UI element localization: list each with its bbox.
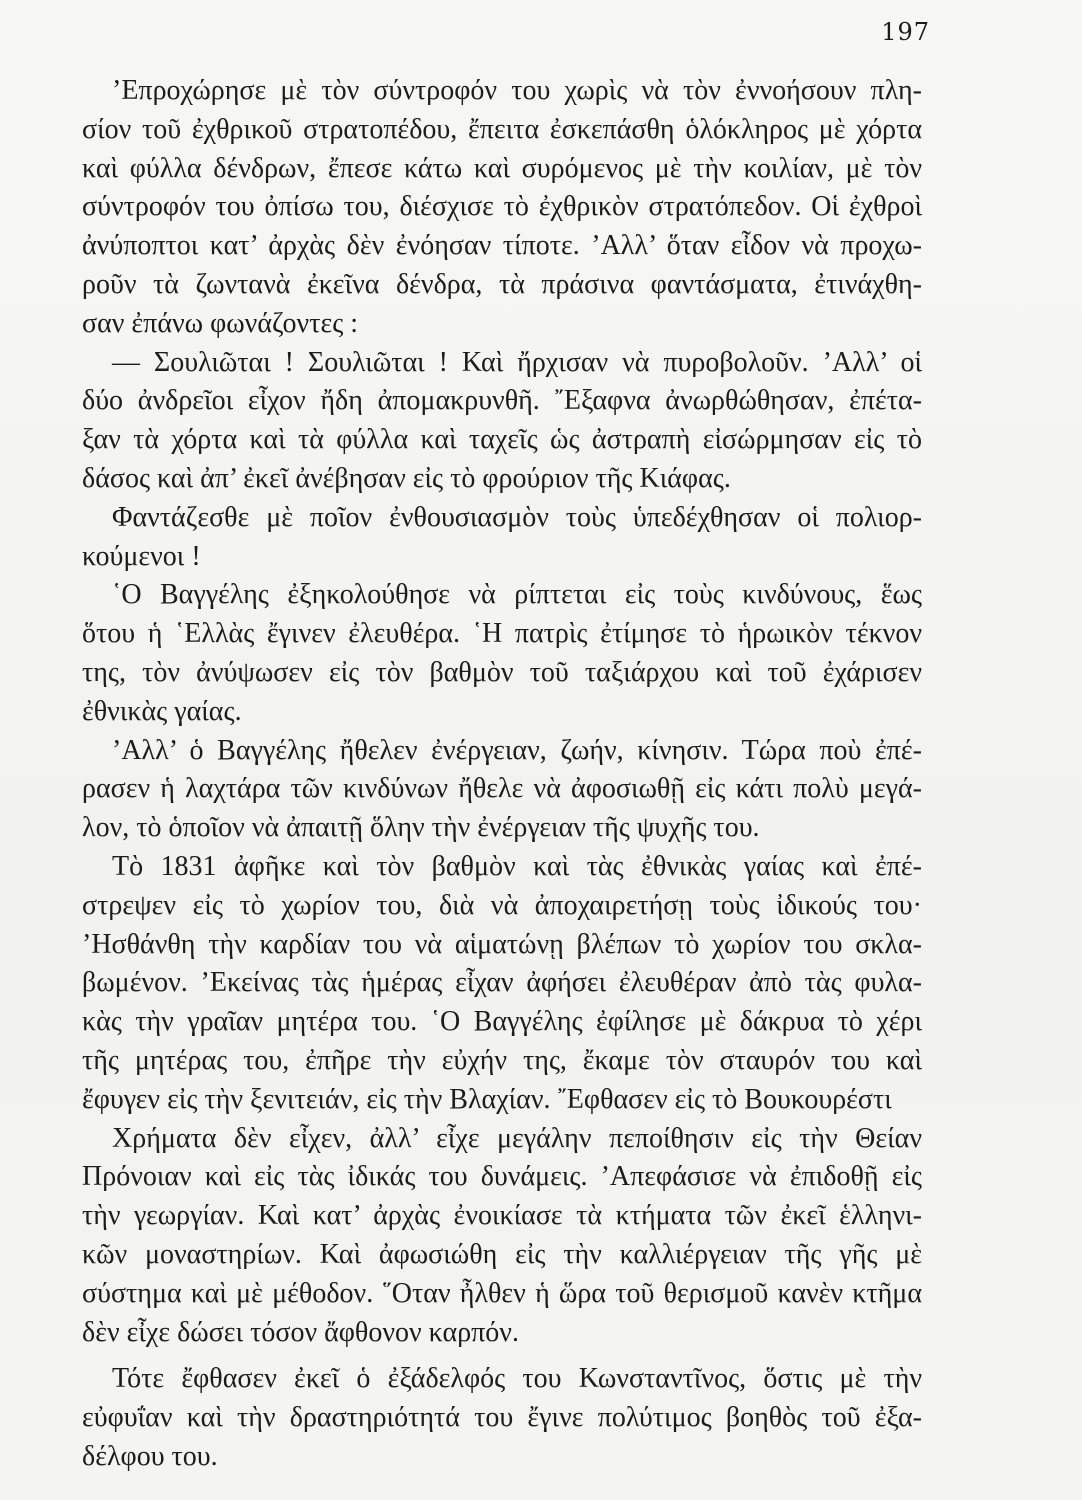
text-line: κὰς τὴν γραῖαν μητέρα του. ῾Ο Βαγγέλης ἐφίλησε μὲ δάκρυα τὸ χέρι xyxy=(82,1006,922,1038)
body-text xyxy=(82,72,922,1477)
text-line: Χρήματα δὲν εἶχεν, ἀλλ’ εἶχε μεγάλην πεποίθησιν εἰς τὴν Θείαν xyxy=(112,1122,922,1154)
text-line: σίον τοῦ ἐχθρικοῦ στρατοπέδου, ἔπειτα ἐσκεπάσθη ὁλόκληρος μὲ χόρτα xyxy=(82,113,922,145)
text-line: της, τὸν ἀνύψωσεν εἰς τὸν βαθμὸν τοῦ ταξιάρχου καὶ τοῦ ἐχάρισεν xyxy=(82,656,922,688)
text-line: κῶν μοναστηρίων. Καὶ ἀφωσιώθη εἰς τὴν καλλιέργειαν τῆς γῆς μὲ xyxy=(82,1238,922,1270)
text-line: δάσος καὶ ἀπ’ ἐκεῖ ἀνέβησαν εἰς τὸ φρούριον τῆς Κιάφας. xyxy=(82,462,731,494)
text-line: ἔφυγεν εἰς τὴν ξενιτειάν, εἰς τὴν Βλαχίαν. ῎Εφθασεν εἰς τὸ Βουκουρέστι xyxy=(82,1083,892,1115)
text-line: σαν ἐπάνω φωνάζοντες : xyxy=(82,307,359,339)
text-line: κούμενοι ! xyxy=(82,540,201,572)
text-line: ’Αλλ’ ὁ Βαγγέλης ἤθελεν ἐνέργειαν, ζωήν, κίνησιν. Τώρα ποὺ ἐπέ- xyxy=(112,734,922,766)
text-line: Φαντάζεσθε μὲ ποῖον ἐνθουσιασμὸν τοὺς ὑπεδέχθησαν οἱ πολιορ- xyxy=(112,501,922,533)
text-line: ἀνύποπτοι κατ’ ἀρχὰς δὲν ἐνόησαν τίποτε. ’Αλλ’ ὅταν εἶδον νὰ προχω- xyxy=(82,230,922,262)
text-line: ὅτου ἡ ῾Ελλὰς ἔγινεν ἐλευθέρα. ῾Η πατρὶς ἐτίμησε τὸ ἡρωικὸν τέκνον xyxy=(82,618,922,650)
text-line: εὐφυΐαν καὶ τὴν δραστηριότητά του ἔγινε πολύτιμος βοηθὸς τοῦ ἐξα- xyxy=(82,1402,922,1434)
text-line: λον, τὸ ὁποῖον νὰ ἀπαιτῇ ὅλην τὴν ἐνέργειαν τῆς ψυχῆς του. xyxy=(82,812,760,844)
text-line: ἐθνικὰς γαίας. xyxy=(82,695,242,727)
text-line: δέλφου του. xyxy=(82,1440,218,1472)
text-line: τῆς μητέρας του, ἐπῆρε τὴν εὐχήν της, ἔκαμε τὸν σταυρόν του καὶ xyxy=(82,1044,922,1076)
text-line: Τὸ 1831 ἀφῆκε καὶ τὸν βαθμὸν καὶ τὰς ἐθνικὰς γαίας καὶ ἐπέ- xyxy=(112,850,922,882)
text-line: ’Ησθάνθη τὴν καρδίαν του νὰ αἱματώνῃ βλέπων τὸ χωρίον του σκλα- xyxy=(82,928,922,960)
text-line: δὲν εἶχε δώσει τόσον ἄφθονον καρπόν. xyxy=(82,1316,519,1348)
text-line: σύστημα καὶ μὲ μέθοδον. ῞Οταν ἦλθεν ἡ ὥρα τοῦ θερισμοῦ κανὲν κτῆμα xyxy=(82,1277,922,1309)
text-line: Τότε ἔφθασεν ἐκεῖ ὁ ἐξάδελφός του Κωνσταντῖνος, ὅστις μὲ τὴν xyxy=(112,1363,922,1395)
text-line: στρεψεν εἰς τὸ χωρίον του, διὰ νὰ ἀποχαιρετήσῃ τοὺς ἰδικούς του· xyxy=(82,889,922,921)
text-line: δύο ἀνδρεῖοι εἶχον ἤδη ἀπομακρυνθῆ. ῎Εξαφνα ἀνωρθώθησαν, ἐπέτα- xyxy=(82,385,922,417)
text-line: ’Επροχώρησε μὲ τὸν σύντροφόν του χωρὶς νὰ τὸν ἐννοήσουν πλη- xyxy=(112,75,922,106)
text-line: — Σουλιῶται ! Σουλιῶται ! Καὶ ἤρχισαν νὰ πυροβολοῦν. ’Αλλ’ οἱ xyxy=(112,346,922,378)
text-line: βωμένον. ’Εκείνας τὰς ἡμέρας εἶχαν ἀφήσει ἐλευθέραν ἀπὸ τὰς φυλα- xyxy=(82,967,922,999)
text-line: ῾Ο Βαγγέλης ἐξηκολούθησε νὰ ρίπτεται εἰς τοὺς κινδύνους, ἕως xyxy=(112,579,922,611)
page-number: 197 xyxy=(881,18,930,46)
text-line: ξαν τὰ χόρτα καὶ τὰ φύλλα καὶ ταχεῖς ὡς ἀστραπὴ εἰσώρμησαν εἰς τὸ xyxy=(82,424,922,456)
text-line: σύντροφόν του ὀπίσω του, διέσχισε τὸ ἐχθρικὸν στρατόπεδον. Οἱ ἐχθροὶ xyxy=(82,191,922,223)
text-line: ρασεν ἡ λαχτάρα τῶν κινδύνων ἤθελε νὰ ἀφοσιωθῇ εἰς κάτι πολὺ μεγά- xyxy=(82,773,922,805)
text-line: ροῦν τὰ ζωντανὰ ἐκεῖνα δένδρα, τὰ πράσινα φαντάσματα, ἐτινάχθη- xyxy=(82,268,922,300)
text-line: Πρόνοιαν καὶ εἰς τὰς ἰδικάς του δυνάμεις. ’Απεφάσισε νὰ ἐπιδοθῇ εἰς xyxy=(82,1161,922,1193)
text-line: τὴν γεωργίαν. Καὶ κατ’ ἀρχὰς ἐνοικίασε τὰ κτήματα τῶν ἐκεῖ ἑλληνι- xyxy=(82,1200,922,1232)
text-line: καὶ φύλλα δένδρων, ἔπεσε κάτω καὶ συρόμενος μὲ τὴν κοιλίαν, μὲ τὸν xyxy=(82,152,922,184)
